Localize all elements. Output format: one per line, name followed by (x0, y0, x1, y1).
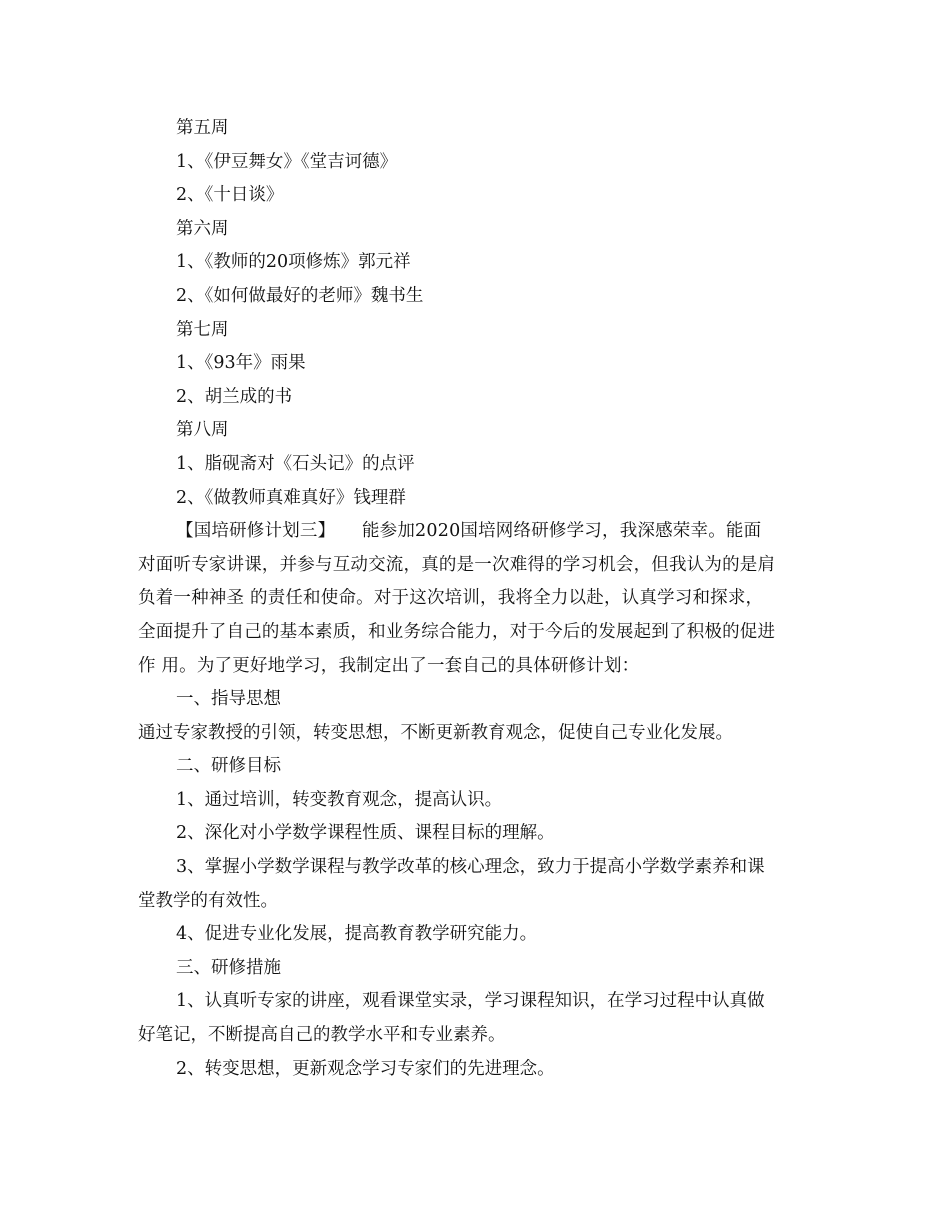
measure-1-continued: 好笔记，不断提高自己的教学水平和专业素养。 (138, 1025, 506, 1046)
section1-title: 一、指导思想 (176, 689, 281, 710)
week7-item-2: 2、胡兰成的书 (176, 386, 293, 407)
section3-title: 三、研修措施 (176, 957, 281, 978)
plan3-heading: 【国培研修计划三】 (176, 521, 327, 542)
goal-3-continued: 堂教学的有效性。 (138, 890, 278, 911)
week6-heading: 第六周 (176, 218, 229, 239)
goal-4: 4、促进专业化发展，提高教育教学研究能力。 (176, 924, 538, 945)
plan3-intro-line-4: 全面提升了自己的基本素质，和业务综合能力，对于今后的发展起到了积极的促进 (138, 621, 776, 642)
week7-heading: 第七周 (176, 319, 229, 340)
plan3-intro-line-5: 作 用。为了更好地学习，我制定出了一套自己的具体研修计划： (138, 655, 640, 676)
plan3-intro-first-line (138, 515, 818, 549)
goal-1: 1、通过培训，转变教育观念，提高认识。 (176, 789, 503, 810)
week7-item-1: 1、《93年》雨果 (176, 353, 306, 374)
week6-item-2: 2、《如何做最好的老师》魏书生 (176, 285, 424, 306)
section2-title: 二、研修目标 (176, 756, 281, 777)
goal-3: 3、掌握小学数学课程与教学改革的核心理念，致力于提高小学数学素养和课 (176, 857, 765, 878)
plan3-intro-line-2: 对面听专家讲课，并参与互动交流，真的是一次难得的学习机会，但我认为的是肩 (138, 554, 776, 575)
week8-item-2: 2、《做教师真难真好》钱理群 (176, 487, 406, 508)
plan3-intro-line-1: 能参加2020国培网络研修学习，我深感荣幸。能面 (326, 521, 762, 542)
week5-item-1: 1、《伊豆舞女》《堂吉诃德》 (176, 151, 398, 172)
week6-item-1: 1、《教师的20项修炼》郭元祥 (176, 252, 411, 273)
plan3-intro-line-3: 负着一种神圣 的责任和使命。对于这次培训，我将全力以赴，认真学习和探求， (138, 588, 764, 609)
week5-heading: 第五周 (176, 118, 229, 138)
document-body (138, 112, 818, 1086)
measure-1: 1、认真听专家的讲座，观看课堂实录，学习课程知识，在学习过程中认真做 (176, 991, 765, 1012)
section1-text: 通过专家教授的引领，转变思想，不断更新教育观念，促使自己专业化发展。 (138, 722, 733, 743)
week5-item-2: 2、《十日谈》 (176, 185, 284, 206)
measure-2: 2、转变思想，更新观念学习专家们的先进理念。 (176, 1058, 555, 1079)
week8-item-1: 1、脂砚斋对《石头记》的点评 (176, 453, 415, 474)
goal-2: 2、深化对小学数学课程性质、课程目标的理解。 (176, 823, 555, 844)
week8-heading: 第八周 (176, 420, 229, 441)
